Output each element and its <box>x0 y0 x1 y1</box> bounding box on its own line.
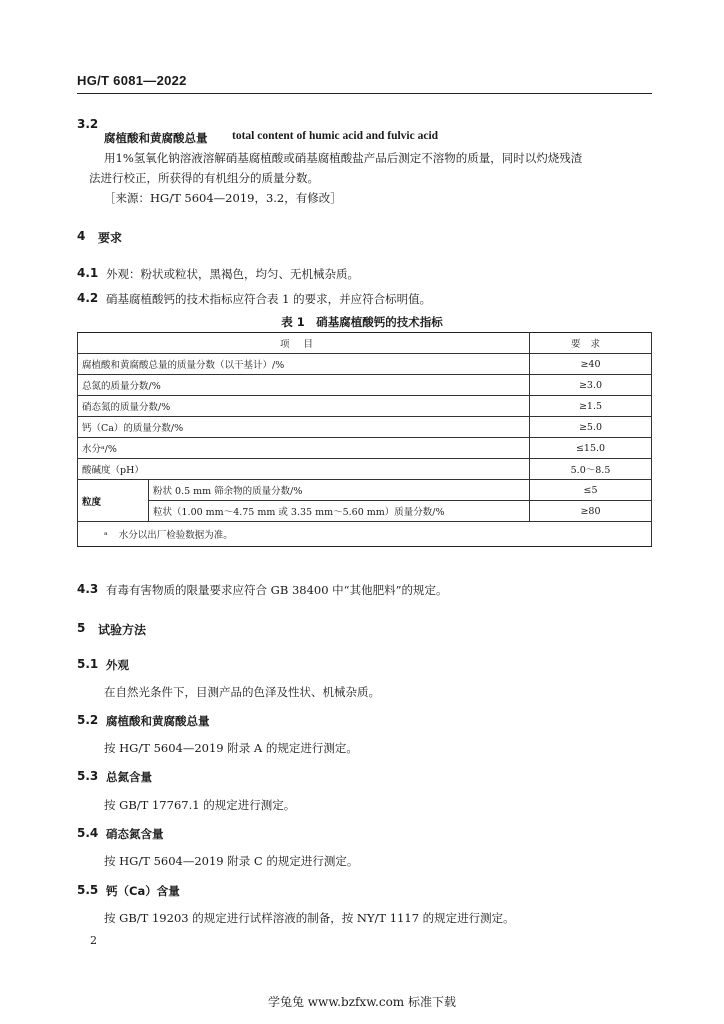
clause-3-2-definition-line2: 法进行校正，所获得的有机组分的质量分数。 <box>89 171 319 185</box>
clause-5-1-number: 5.1 <box>77 657 99 671</box>
clause-5-4-number: 5.4 <box>77 826 99 840</box>
clause-3-2-source: ［来源：HG/T 5604—2019，3.2，有修改］ <box>104 191 342 205</box>
clause-4-2-text: 硝基腐植酸钙的技术指标应符合表 1 的要求，并应符合标明值。 <box>106 292 432 306</box>
table-cell-item: 酸碱度（pH） <box>78 459 530 480</box>
table-row <box>78 459 652 480</box>
table-col-item: 项目 <box>78 333 530 354</box>
table-cell-item: 钙（Ca）的质量分数/% <box>78 417 530 438</box>
clause-4-1-text: 外观：粉状或粒状，黑褐色，均匀、无机械杂质。 <box>106 267 359 281</box>
table-cell-requirement: ≥1.5 <box>530 396 652 417</box>
table-cell-item: 水分ᵃ/% <box>78 438 530 459</box>
clause-5-2-text: 按 HG/T 5604—2019 附录 A 的规定进行测定。 <box>104 741 358 755</box>
table-cell-item: 粉状 0.5 mm 筛余物的质量分数/% <box>149 480 530 501</box>
section-4-title: 要求 <box>98 231 123 245</box>
clause-5-1-title: 外观 <box>106 658 129 672</box>
table-cell-item: 粒状（1.00 mm～4.75 mm 或 3.35 mm～5.60 mm）质量分数/% <box>149 501 530 522</box>
clause-5-4-text: 按 HG/T 5604—2019 附录 C 的规定进行测定。 <box>104 854 359 868</box>
table-cell-requirement: ≥80 <box>530 501 652 522</box>
table-note <box>78 522 652 547</box>
clause-5-3-title: 总氮含量 <box>106 770 152 784</box>
table-row <box>78 417 652 438</box>
table-row <box>78 438 652 459</box>
table-row-granularity <box>78 480 652 501</box>
table-header-row <box>78 333 652 354</box>
table-cell-item: 腐植酸和黄腐酸总量的质量分数（以干基计）/% <box>78 354 530 375</box>
table-note-text: 水分以出厂检验数据为准。 <box>118 530 233 541</box>
clause-3-2-term-zh: 腐植酸和黄腐酸总量 <box>104 131 208 145</box>
clause-4-3-text: 有毒有害物质的限量要求应符合 GB 38400 中“其他肥料”的规定。 <box>106 583 448 597</box>
clause-5-1-text: 在自然光条件下，目测产品的色泽及性状、机械杂质。 <box>104 685 380 699</box>
table-note-row <box>78 522 652 547</box>
section-4-number: 4 <box>77 229 86 243</box>
table-cell-requirement: ≤5 <box>530 480 652 501</box>
table-1-title: 表 1 硝基腐植酸钙的技术指标 <box>281 315 443 329</box>
clause-5-3-number: 5.3 <box>77 769 99 783</box>
section-5-number: 5 <box>77 621 86 635</box>
clause-5-2-title: 腐植酸和黄腐酸总量 <box>106 714 210 728</box>
table-col-requirement: 要求 <box>530 333 652 354</box>
table-cell-requirement: ≤15.0 <box>530 438 652 459</box>
clause-4-3-number: 4.3 <box>77 582 99 596</box>
clause-3-2-number: 3.2 <box>77 117 99 131</box>
clause-3-2-term-en: total content of humic acid and fulvic acid <box>232 130 439 142</box>
table-cell-granularity-label: 粒度 <box>78 480 149 522</box>
clause-5-3-text: 按 GB/T 17767.1 的规定进行测定。 <box>104 798 296 812</box>
section-5-title: 试验方法 <box>98 623 147 637</box>
table-note-marker: ᵃ <box>104 530 108 541</box>
header-rule <box>77 93 652 94</box>
table-row-granularity <box>78 501 652 522</box>
table-cell-requirement: 5.0～8.5 <box>530 459 652 480</box>
table-row <box>78 375 652 396</box>
document-header: HG/T 6081—2022 <box>77 73 187 88</box>
table-cell-requirement: ≥5.0 <box>530 417 652 438</box>
clause-5-2-number: 5.2 <box>77 713 99 727</box>
table-cell-item: 总氮的质量分数/% <box>78 375 530 396</box>
clause-3-2-definition-line1: 用1%氢氧化钠溶液溶解硝基腐植酸或硝基腐植酸盐产品后测定不溶物的质量，同时以灼烧残渣 <box>104 151 583 165</box>
clause-4-2-number: 4.2 <box>77 291 99 305</box>
table-cell-requirement: ≥40 <box>530 354 652 375</box>
clause-5-4-title: 硝态氮含量 <box>106 827 164 841</box>
page-number: 2 <box>90 934 97 947</box>
clause-5-5-title: 钙（Ca）含量 <box>106 884 180 898</box>
table-row <box>78 354 652 375</box>
table-cell-requirement: ≥3.0 <box>530 375 652 396</box>
footer-watermark[interactable]: 学兔兔 www.bzfxw.com 标准下载 <box>267 995 457 1009</box>
clause-5-5-text: 按 GB/T 19203 的规定进行试样溶液的制备，按 NY/T 1117 的规定进行测定。 <box>104 911 515 925</box>
table-cell-item: 硝态氮的质量分数/% <box>78 396 530 417</box>
table-row <box>78 396 652 417</box>
table-1 <box>77 332 652 547</box>
clause-5-5-number: 5.5 <box>77 883 99 897</box>
clause-4-1-number: 4.1 <box>77 266 99 280</box>
